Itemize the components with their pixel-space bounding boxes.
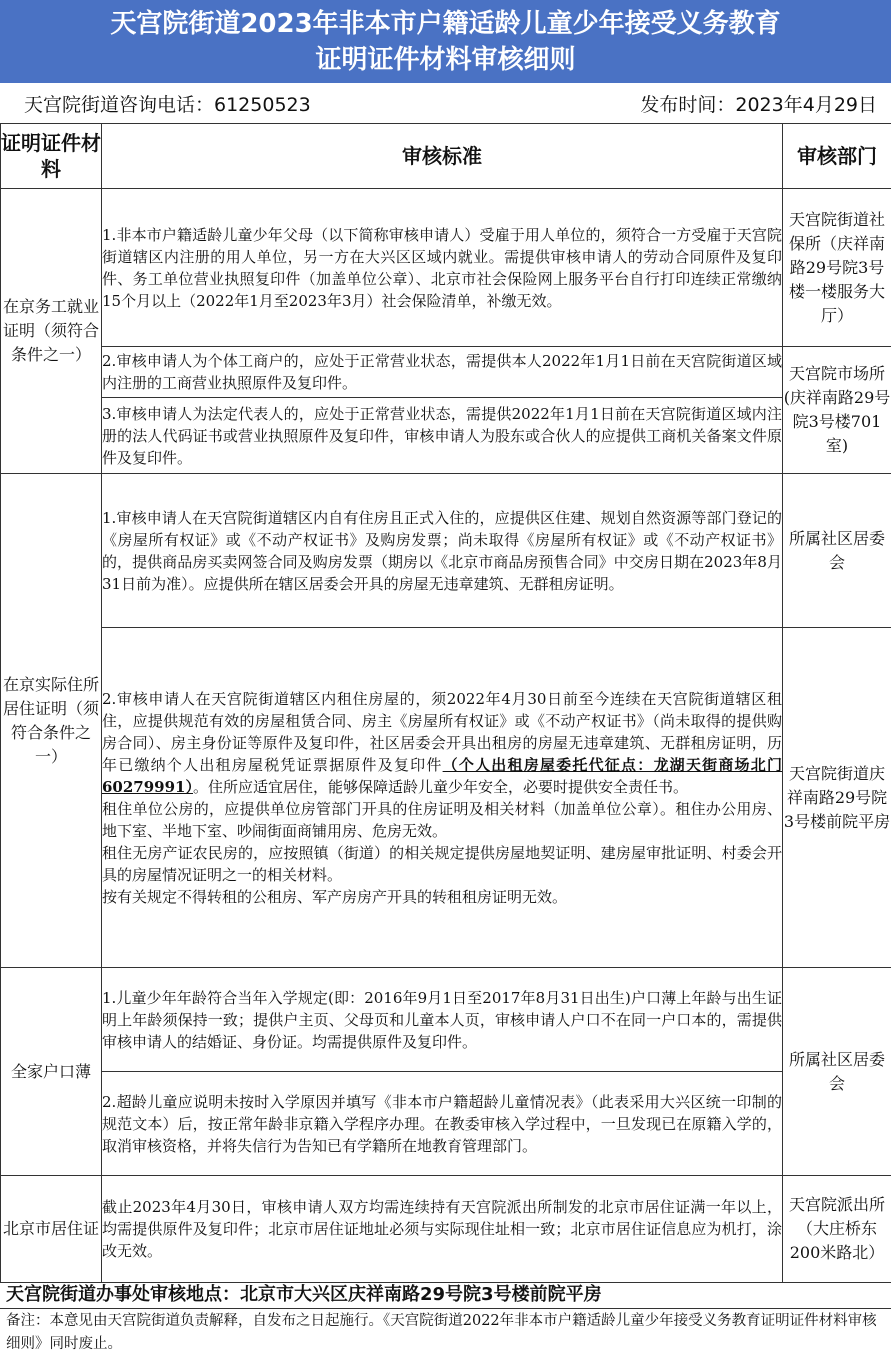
dept-community-1: 所属社区居委会	[783, 474, 891, 628]
hukou-item-1: 1.儿童少年年龄符合当年入学规定(即：2016年9月1日至2017年8月31日出生)户口薄上年龄与出生证明上年龄须保持一致；提供户主页、父母页和儿童本人页，审核申请人户口不在同一户口本的，需提供审核申请人的结婚证、身份证。均需提供原件及复印件。	[102, 968, 783, 1072]
table-row	[1, 628, 891, 968]
table-row	[1, 474, 891, 628]
permit-item: 截止2023年4月30日，审核申请人双方均需连续持有天宫院派出所制发的北京市居住证满一年以上，均需提供原件及复印件；北京市居住证地址必须与实际现住址相一致；北京市居住证信息应为机打，涂改无效。	[102, 1176, 783, 1283]
subheader	[0, 83, 891, 123]
employment-item-1: 1.非本市户籍适龄儿童少年父母（以下简称审核申请人）受雇于用人单位的，须符合一方受雇于天宫院街道辖区内注册的用人单位，另一方在大兴区区域内就业。需提供审核申请人的劳动合同原件及复印件、务工单位营业执照复印件（加盖单位公章）、北京市社会保险网上服务平台自行打印连续正常缴纳15个月以上（2022年1月至2023年3月）社会保险清单，补缴无效。	[102, 189, 783, 347]
hukou-item-2: 2.超龄儿童应说明未按时入学原因并填写《非本市户籍超龄儿童情况表》（此表采用大兴区统一印制的规范文本）后，按正常年龄非京籍入学程序办理。在教委审核入学过程中，一旦发现已在原籍入学的，取消审核资格，并将失信行为告知已有学籍所在地教育管理部门。	[102, 1072, 783, 1176]
material-hukou: 全家户口薄	[1, 968, 102, 1176]
dept-community-2: 所属社区居委会	[783, 968, 891, 1176]
residence-farmer-house: 租住无房产证农民房的，应按照镇（街道）的相关规定提供房屋地契证明、建房屋审批证明、村委会开具的房屋情况证明之一的相关材料。	[102, 843, 782, 884]
employment-item-3: 3.审核申请人为法定代表人的，应处于正常营业状态，需提供2022年1月1日前在天宫院街道区域内注册的法人代码证书或营业执照原件及复印件，审核申请人为股东或合伙人的应提供工商机关备案文件原件及复印件。	[102, 398, 783, 474]
table-header-row	[1, 124, 891, 189]
dept-police-station: 天宫院派出所（大庄桥东200米路北）	[783, 1176, 891, 1283]
table-row	[1, 1176, 891, 1283]
col-dept-header: 审核部门	[783, 124, 891, 189]
dept-market: 天宫院市场所(庆祥南路29号院3号楼701室)	[783, 347, 891, 474]
material-residence: 在京实际住所居住证明（须符合条件之一）	[1, 474, 102, 968]
page-title-banner	[0, 0, 891, 83]
residence-public-housing: 租住单位公房的，应提供单位房管部门开具的住房证明及相关材料（加盖单位公章）。租住办公用房、地下室、半地下室、吵闹街面商铺用房、危房无效。	[102, 799, 782, 840]
dept-review-office: 天宫院街道庆祥南路29号院3号楼前院平房	[783, 628, 891, 968]
publish-date: 发布时间：2023年4月29日	[640, 94, 877, 116]
review-table	[0, 123, 891, 1283]
material-employment: 在京务工就业证明（须符合条件之一）	[1, 189, 102, 474]
title-line-1: 天宫院街道2023年非本市户籍适龄儿童少年接受义务教育	[110, 9, 781, 39]
material-residence-permit: 北京市居住证	[1, 1176, 102, 1283]
employment-item-2: 2.审核申请人为个体工商户的，应处于正常营业状态，需提供本人2022年1月1日前在天宫院街道区域内注册的工商营业执照原件及复印件。	[102, 347, 783, 398]
tax-agent-highlight: （个人出租房屋委托代征点：龙湖天街商场北门60279991）	[102, 755, 782, 796]
title-line-2: 证明证件材料审核细则	[315, 45, 576, 75]
residence-item-2	[102, 628, 783, 968]
consult-phone: 天宫院街道咨询电话：61250523	[24, 94, 311, 116]
col-standard-header: 审核标准	[102, 124, 783, 189]
table-row	[1, 347, 891, 398]
table-row	[1, 968, 891, 1072]
table-row	[1, 398, 891, 474]
dept-social-security: 天宫院街道社保所（庆祥南路29号院3号楼一楼服务大厅）	[783, 189, 891, 347]
review-location: 天宫院街道办事处审核地点：北京市大兴区庆祥南路29号院3号楼前院平房	[0, 1283, 891, 1309]
remarks: 备注：本意见由天宫院街道负责解释，自发布之日起施行。《天宫院街道2022年非本市户籍适龄儿童少年接受义务教育证明证件材料审核细则》同时废止。	[6, 1313, 877, 1352]
residence-item-2-text-cont: 。住所应适宜居住，能够保障适龄儿童少年安全，必要时提供安全责任书。	[193, 777, 689, 796]
col-material-header: 证明证件材料	[1, 124, 102, 189]
residence-item-2-text: 2.审核申请人在天宫院街道辖区内租住房屋的，须2022年4月30日前至今连续在天宫院街道辖区租住，应提供规范有效的房屋租赁合同、房主《房屋所有权证》或《不动产权证书》（尚未取得的提供购房合同）、房主身份证等原件及复印件，社区居委会开具出租房的房屋无违章建筑、无群租房证明，历年已缴纳个人出租房屋税凭证票据原件及复印件	[102, 689, 782, 774]
table-row	[1, 1072, 891, 1176]
residence-sublet-invalid: 按有关规定不得转租的公租房、军产房房产开具的转租租房证明无效。	[102, 887, 568, 906]
residence-item-1: 1.审核申请人在天宫院街道辖区内自有住房且正式入住的，应提供区住建、规划自然资源等部门登记的《房屋所有权证》或《不动产权证书》及购房发票；尚未取得《房屋所有权证》或《不动产权证书》的，提供商品房买卖网签合同及购房发票（期房以《北京市商品房预售合同》中交房日期在2023年8月31日前为准）。应提供所在辖区居委会开具的房屋无违章建筑、无群租房证明。	[102, 474, 783, 628]
table-row	[1, 189, 891, 347]
